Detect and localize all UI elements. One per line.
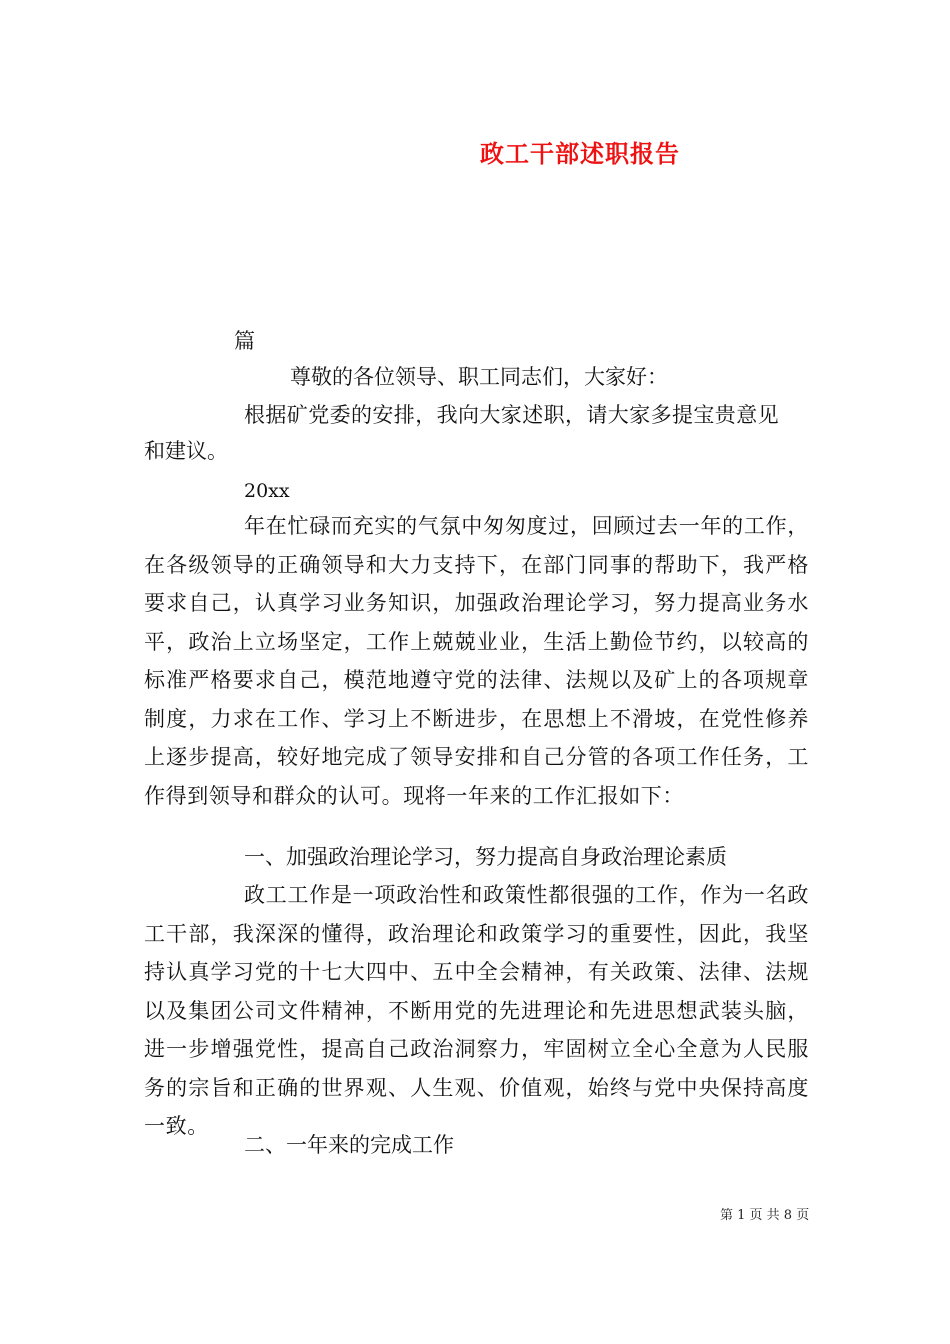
pian-label: 篇 <box>234 329 255 353</box>
paragraph-1-text: 年在忙碌而充实的气氛中匆匆度过，回顾过去一年的工作，在各级领导的正确领导和大力支持下，在部门同事的帮助下，我严格要求自己，认真学习业务知识，加强政治理论学习，努力提高业务水平，政治上立场坚定，工作上兢兢业业，生活上勤俭节约，以较高的标准严格要求自己，模范地遵守党的法律、法规以及矿上的各项规章制度，力求在工作、学习上不断进步，在思想上不滑坡，在党性修养上逐步提高，较好地完成了领导安排和自己分管的各项工作任务，工作得到领导和群众的认可。现将一年来的工作汇报如下： <box>144 514 809 808</box>
year-label: 20xx <box>244 480 290 502</box>
section-heading-2: 二、一年来的完成工作 <box>244 1133 454 1157</box>
greeting-line: 尊敬的各位领导、职工同志们，大家好： <box>290 365 668 389</box>
intro-line-1: 根据矿党委的安排，我向大家述职，请大家多提宝贵意见 <box>244 403 779 427</box>
document-title: 政工干部述职报告 <box>480 139 680 168</box>
paragraph-2 <box>144 876 809 1146</box>
intro-line-2: 和建议。 <box>144 439 228 463</box>
paragraph-1 <box>144 507 809 815</box>
paragraph-2-text: 政工工作是一项政治性和政策性都很强的工作，作为一名政工干部，我深深的懂得，政治理论和政策学习的重要性，因此，我坚持认真学习党的十七大四中、五中全会精神，有关政策、法律、法规以及集团公司文件精神，不断用党的先进理论和先进思想武装头脑，进一步增强党性，提高自己政治洞察力，牢固树立全心全意为人民服务的宗旨和正确的世界观、人生观、价值观，始终与党中央保持高度一致。 <box>144 883 809 1138</box>
section-heading-1: 一、加强政治理论学习，努力提高自身政治理论素质 <box>244 845 727 869</box>
page-footer: 第 1 页 共 8 页 <box>720 1208 810 1223</box>
